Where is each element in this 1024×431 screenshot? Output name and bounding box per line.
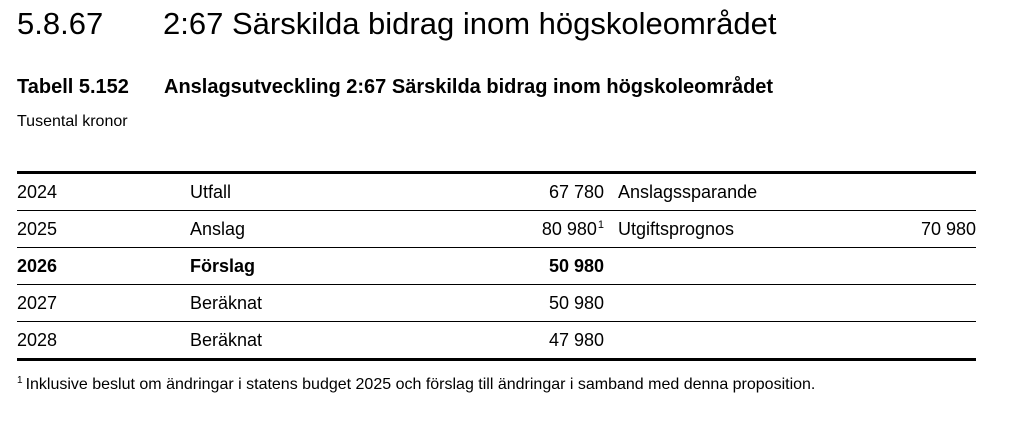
row-year: 2025 (17, 211, 190, 248)
row-year: 2028 (17, 322, 190, 360)
footnote (17, 375, 815, 395)
row-extra-value (856, 322, 976, 360)
row-label: Beräknat (190, 285, 420, 322)
table-title-text: Anslagsutveckling 2:67 Särskilda bidrag inom högskoleområdet (164, 76, 774, 98)
row-extra-label (618, 248, 856, 285)
row-extra-label: Utgiftsprognos (618, 211, 856, 248)
section-title: 2:67 Särskilda bidrag inom högskoleområdet (163, 6, 777, 41)
row-extra-label (618, 322, 856, 360)
row-label: Beräknat (190, 322, 420, 360)
table-row-2026 (17, 248, 976, 285)
footnote-text: Inklusive beslut om ändringar i statens budget 2025 och förslag till ändringar i samband med denna proposition. (25, 376, 816, 393)
section-number: 5.8.67 (17, 6, 104, 41)
table-unit: Tusental kronor (17, 113, 128, 130)
row-amount: 67 780 (420, 173, 618, 211)
row-extra-value (856, 248, 976, 285)
row-amount: 80 $980^1$ (420, 211, 618, 248)
row-year: 2027 (17, 285, 190, 322)
row-label: Anslag (190, 211, 420, 248)
table-row-2027 (17, 285, 976, 322)
row-label: Utfall (190, 173, 420, 211)
row-extra-value: 70 980 (856, 211, 976, 248)
table-title (17, 74, 773, 100)
footnote-marker: 1 (597, 219, 604, 231)
row-amount: 47 980 (420, 322, 618, 360)
appropriation-table (17, 171, 976, 361)
row-extra-value (856, 173, 976, 211)
row-extra-label: Anslagssparande (618, 173, 856, 211)
row-year: 2026 (17, 248, 190, 285)
row-extra-value (856, 285, 976, 322)
section-heading (17, 4, 776, 44)
table-row-2028 (17, 322, 976, 360)
row-amount: 50 980 (420, 285, 618, 322)
table-row-2024 (17, 173, 976, 211)
row-extra-label (618, 285, 856, 322)
table-number: Tabell 5.152 (17, 76, 129, 98)
row-amount: 50 980 (420, 248, 618, 285)
row-year: 2024 (17, 173, 190, 211)
row-label: Förslag (190, 248, 420, 285)
table-row-2025 (17, 211, 976, 248)
footnote-number: 1 (17, 375, 23, 386)
